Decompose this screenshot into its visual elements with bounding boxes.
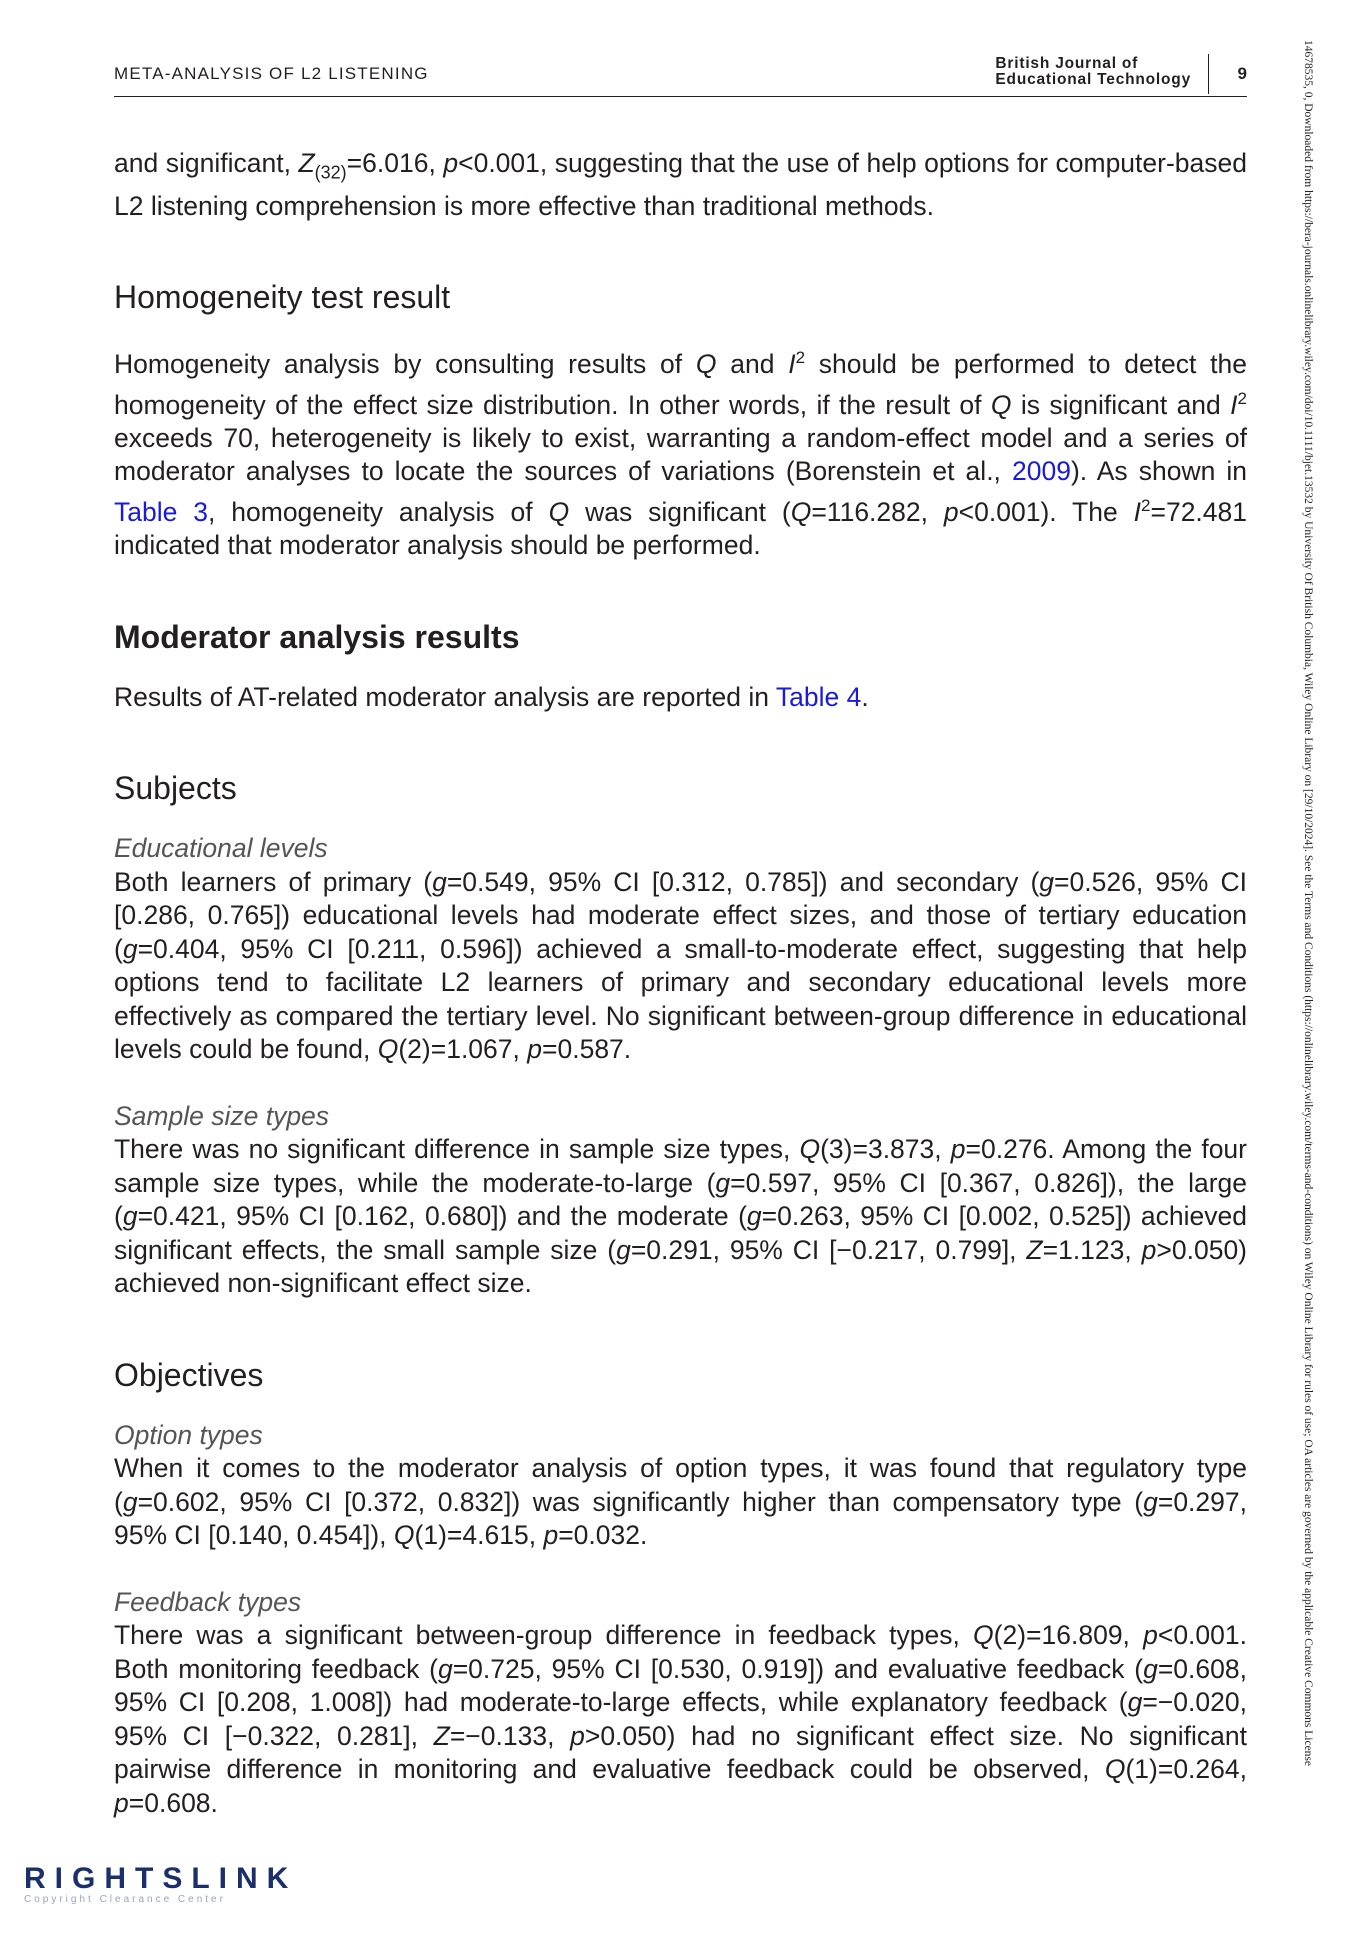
journal-name-line1: British Journal of (995, 55, 1139, 72)
header-divider (1208, 54, 1210, 94)
subheading-option-types: Option types (114, 1419, 263, 1450)
page-header (114, 55, 1247, 97)
subheading-feedback-types: Feedback types (114, 1586, 302, 1617)
moderator-paragraph: Results of AT-related moderator analysis are reported in Table 4. (114, 681, 869, 712)
intro-paragraph: and significant, $Z_{(32)}=6.016$, p<0.001, suggesting that the use of help options for computer-based L2 listening comprehension is more effective than traditional methods. (114, 148, 1247, 221)
rightslink-logo-subtext: Copyright Clearance Center (24, 1894, 226, 1905)
subheading-educational-levels: Educational levels (114, 833, 328, 864)
article-body (114, 147, 1247, 1820)
rightslink-logo-text: RIGHTSLINK (24, 1862, 298, 1895)
journal-name (995, 56, 1191, 88)
sample-size-paragraph: There was no significant difference in sample size types, Q(3)=3.873, p=0.276. Among the four sample size types, while the moderate-to-large (g=0.597, 95% CI [0.367, 0.826]), the large (g=0.421, 95% CI [0.162, 0.680]) and the moderate (g=0.263, 95% CI [0.002, 0.525]) achieved significant effects, the small sample size (g=0.291, 95% CI [−0.217, 0.799], Z=1.123, p>0.050) achieved non-significant effect size. (114, 1134, 1248, 1299)
section-heading-homogeneity: Homogeneity test result (114, 279, 451, 316)
educational-levels-paragraph: Both learners of primary (g=0.549, 95% CI [0.312, 0.785]) and secondary (g=0.526, 95% CI [0.286, 0.765]) educational levels had moderate effect sizes, and those of tertiary education (g=0.404, 95% CI [0.211, 0.596]) achieved a small-to-moderate effect, suggesting that help options tend to facilitate L2 learners of primary and secondary educational levels more effectively as compared the tertiary level. No significant between-group difference in educational levels could be found, Q(2)=1.067, p=0.587. (114, 866, 1248, 1065)
feedback-types-paragraph: There was a significant between-group difference in feedback types, Q(2)=16.809, p<0.001. Both monitoring feedback (g=0.725, 95% CI [0.530, 0.919]) and evaluative feedback (g=0.608, 95% CI [0.208, 1.008]) had moderate-to-large effects, while explanatory feedback (g=−0.020, 95% CI [−0.322, 0.281], Z=−0.133, p>0.050) had no significant effect size. No significant pairwise difference in monitoring and evaluative feedback could be observed, Q(1)=0.264, p=0.608. (114, 1620, 1247, 1818)
citation-link-2009[interactable]: 2009 (1011, 456, 1071, 487)
option-types-paragraph: When it comes to the moderator analysis of option types, it was found that regulatory type (g=0.602, 95% CI [0.372, 0.832]) was significantly higher than compensatory type (g=0.297, 95% CI [0.140, 0.454]), Q(1)=4.615, p=0.032. (114, 1453, 1247, 1551)
section-heading-subjects: Subjects (114, 770, 237, 807)
journal-name-line2: Educational Technology (995, 71, 1191, 88)
section-heading-objectives: Objectives (114, 1356, 264, 1393)
download-sidebar-notice: 14678535, 0, Downloaded from https://bera-journals.onlinelibrary.wiley.com/doi/10.1111/bjet.13532 by University Of British Columbia, Wiley Online Library on [29/10/2024]. See the Terms and Conditions (https://onlinelibrary.wiley.com/terms-and-conditions) on Wiley Online Library for rules of use; OA articles are governed by the applicable Creative Commons License (1302, 40, 1314, 1766)
table-4-link[interactable]: Table 4 (775, 681, 862, 712)
running-head: META-ANALYSIS OF L2 LISTENING (114, 64, 429, 83)
section-heading-moderator: Moderator analysis results (114, 618, 520, 655)
rightslink-logo (24, 1862, 297, 1905)
homogeneity-paragraph: Homogeneity analysis by consulting results of Q and $I^2$ should be performed to detect the homogeneity of the effect size distribution. In other words, if the result of Q is significant and $I^2$ exceeds 70, heterogeneity is likely to exist, warranting a random-effect model and a series of moderator analyses to locate the sources of variations (Borenstein et al., 2009). As shown in Table 3, homogeneity analysis of Q was significant (Q=116.282, p<0.001). The $I^2=72.481$ indicated that moderator analysis should be performed. (114, 348, 1248, 561)
subheading-sample-size-types: Sample size types (114, 1100, 330, 1131)
page-number: 9 (1237, 64, 1247, 83)
table-3-link[interactable]: Table 3 (114, 496, 208, 527)
